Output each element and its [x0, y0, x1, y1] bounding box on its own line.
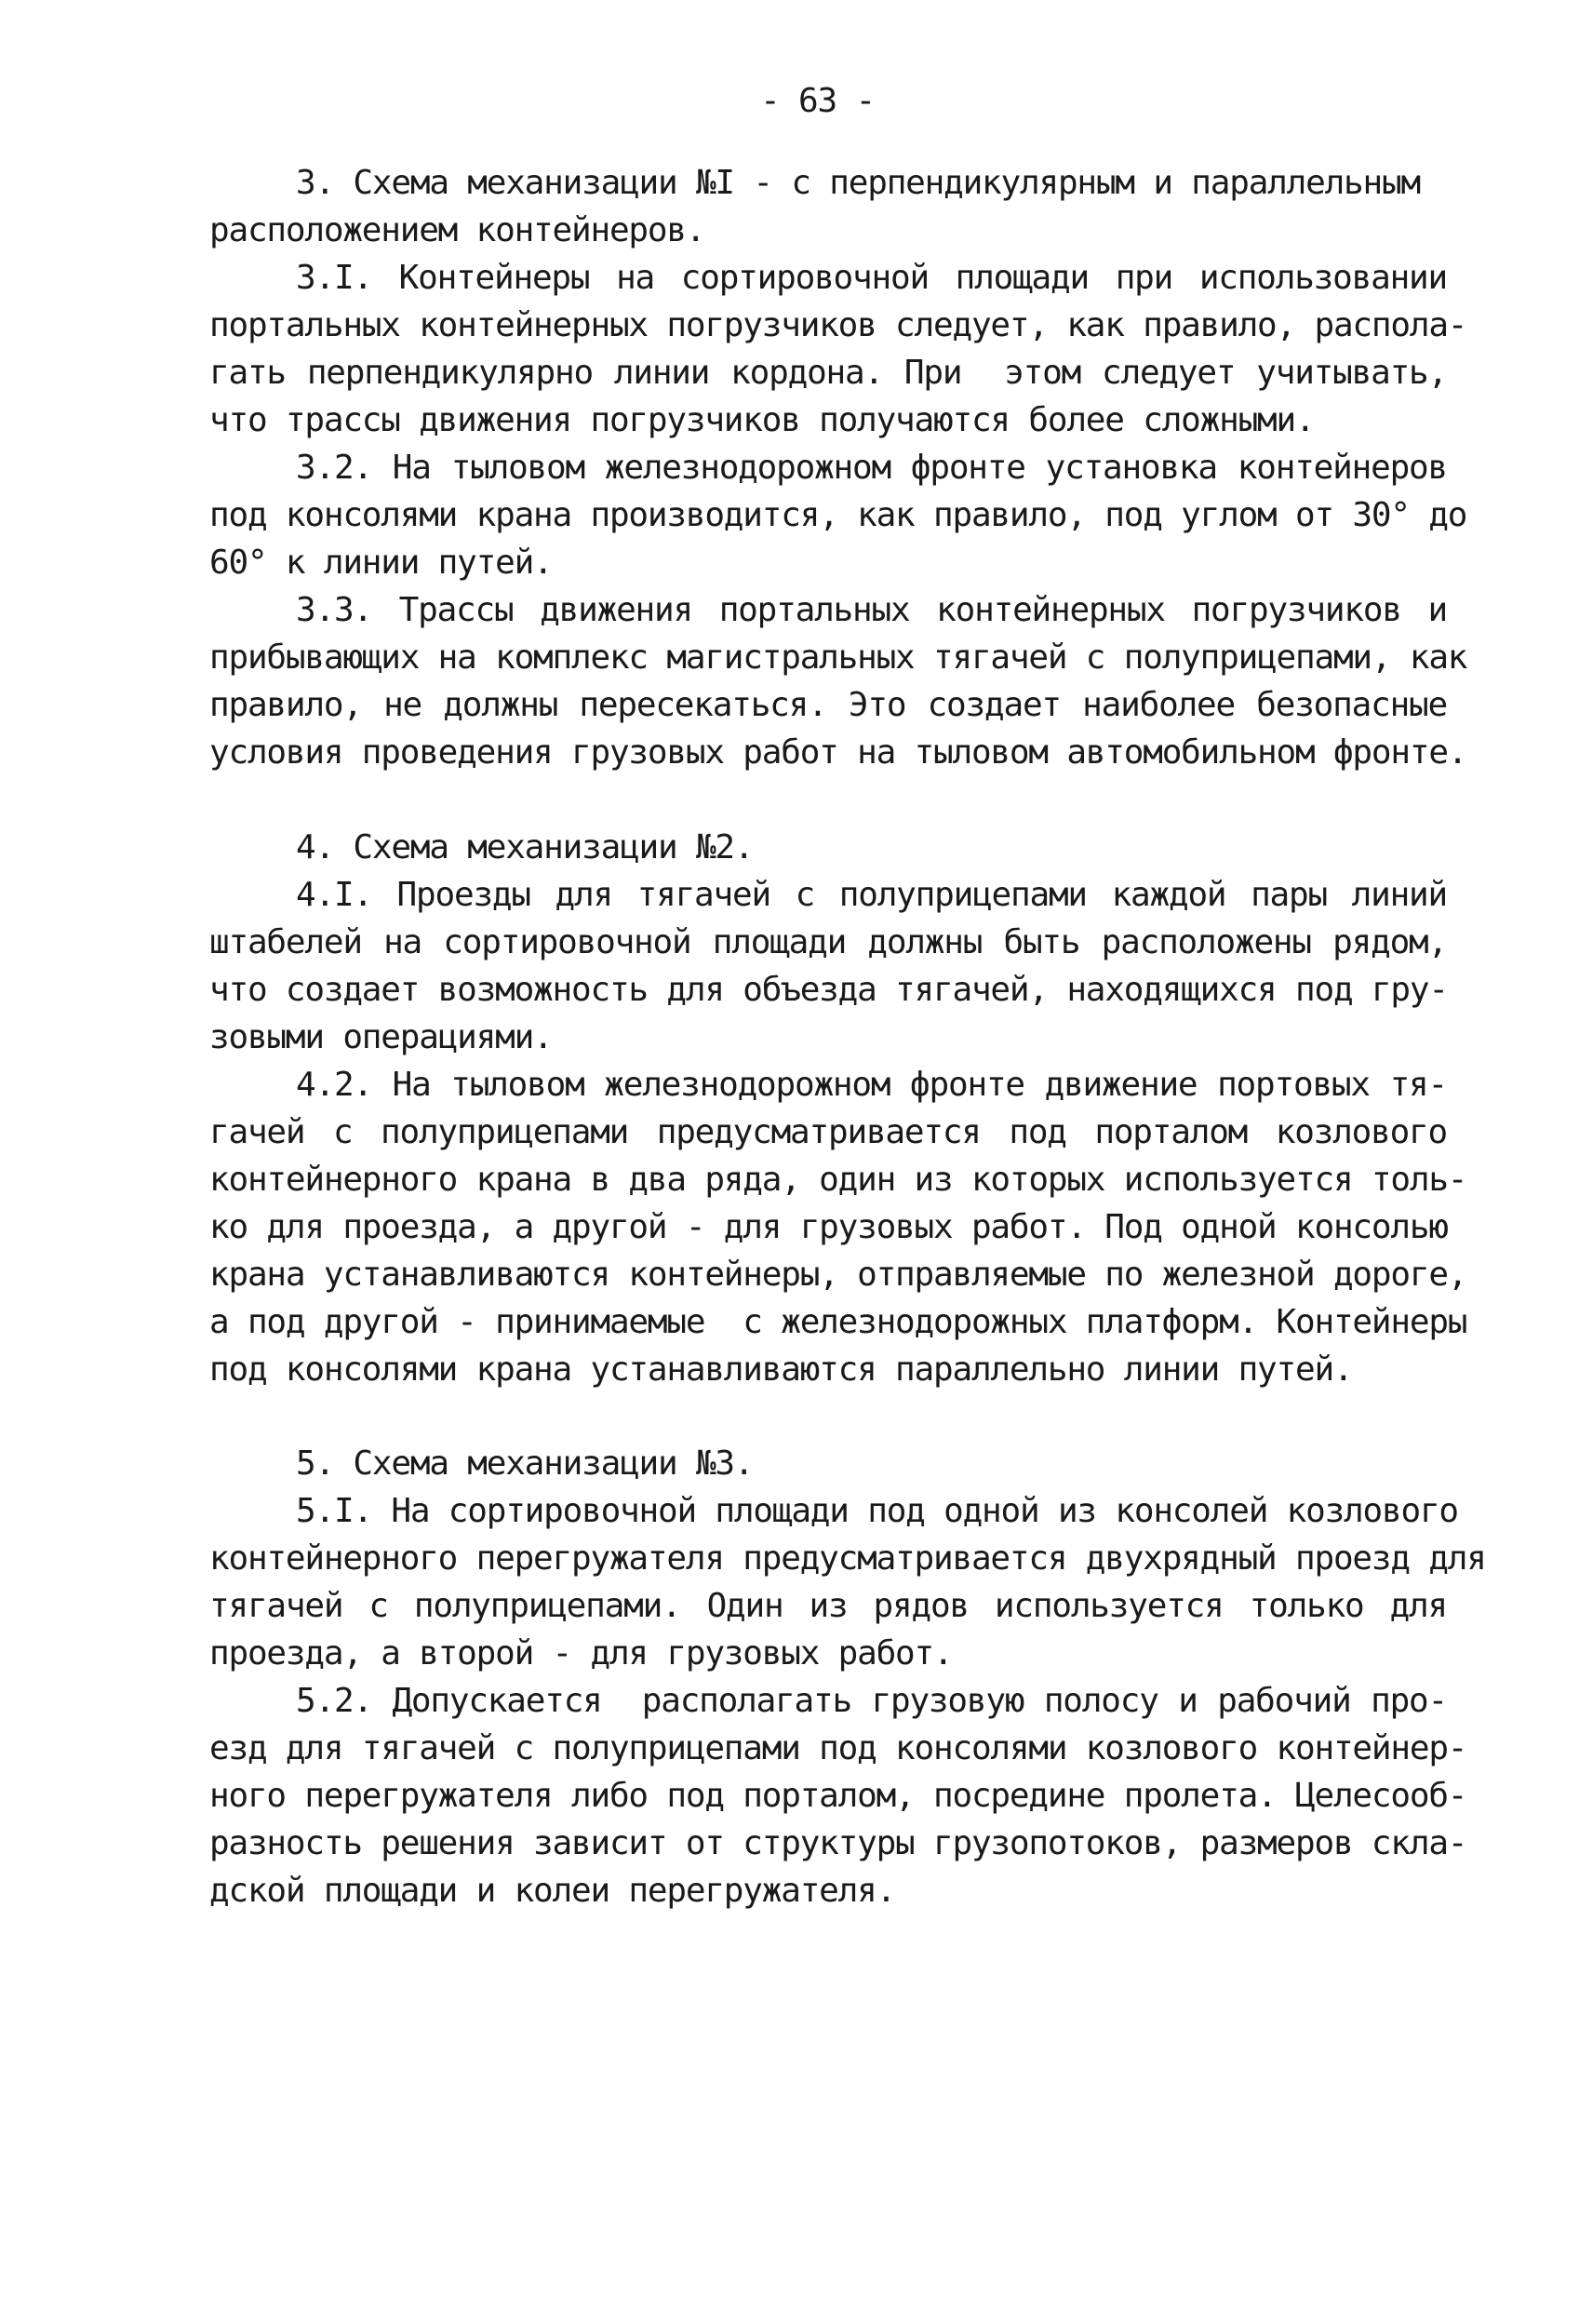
paragraph-4-2-line: гачей с полуприцепами предусматривается под порталом козлового [209, 1113, 1447, 1151]
paragraph-5-2-line: ного перегружателя либо под порталом, посредине пролета. Целесооб- [209, 1777, 1467, 1815]
paragraph-3-1-line: 3.I. Контейнеры на сортировочной площади при использовании [296, 259, 1447, 297]
paragraph-4-2-line: 4.2. На тыловом железнодорожном фронте движение портовых тя- [296, 1066, 1447, 1104]
paragraph-5-2-line: разность решения зависит от структуры грузопотоков, размеров скла- [209, 1824, 1467, 1862]
paragraph-4-1-line: зовыми операциями. [209, 1018, 553, 1056]
paragraph-3-2-line: 60° к линии путей. [209, 544, 553, 582]
section-3-heading-line: расположением контейнеров. [209, 211, 705, 249]
paragraph-3-3-line: условия проведения грузовых работ на тыловом автомобильном фронте. [209, 733, 1467, 772]
section-4-heading: 4. Схема механизации №2. [296, 828, 754, 866]
paragraph-4-1-line: штабелей на сортировочной площади должны быть расположены рядом, [209, 923, 1447, 961]
page-number: - 63 - [760, 82, 875, 120]
paragraph-4-2-line: контейнерного крана в два ряда, один из которых используется толь- [209, 1161, 1467, 1199]
paragraph-4-1-line: что создает возможность для объезда тягачей, находящихся под гру- [209, 971, 1448, 1009]
paragraph-5-1-line: проезда, а второй - для грузовых работ. [209, 1634, 953, 1672]
paragraph-3-1-line: что трассы движения погрузчиков получаются более сложными. [209, 401, 1315, 439]
paragraph-3-3-line: правило, не должны пересекаться. Это создает наиболее безопасные [209, 686, 1447, 724]
paragraph-3-1-line: гать перпендикулярно линии кордона. При этом следует учитывать, [209, 354, 1447, 392]
paragraph-3-3-line: прибывающих на комплекс магистральных тягачей с полуприцепами, как [209, 638, 1467, 677]
paragraph-5-1-line: контейнерного перегружателя предусматривается двухрядный проезд для [209, 1539, 1486, 1578]
paragraph-4-2-line: крана устанавливаются контейнеры, отправляемые по железной дороге, [209, 1256, 1467, 1294]
section-3-heading-line: 3. Схема механизации №I - с перпендикулярным и параллельным [296, 164, 1420, 202]
paragraph-4-2-line: под консолями крана устанавливаются параллельно линии путей. [209, 1350, 1353, 1389]
paragraph-3-3-line: 3.3. Трассы движения портальных контейнерных погрузчиков и [296, 591, 1447, 629]
paragraph-5-2-line: 5.2. Допускается располагать грузовую полосу и рабочий про- [296, 1682, 1447, 1720]
paragraph-5-1-line: 5.I. На сортировочной площади под одной из консолей козлового [296, 1492, 1458, 1530]
paragraph-5-1-line: тягачей с полуприцепами. Один из рядов используется только для [209, 1587, 1447, 1625]
paragraph-4-2-line: а под другой - принимаемые с железнодорожных платформ. Контейнеры [209, 1303, 1467, 1341]
paragraph-4-1-line: 4.I. Проезды для тягачей с полуприцепами каждой пары линий [296, 876, 1447, 914]
paragraph-3-1-line: портальных контейнерных погрузчиков следует, как правило, распола- [209, 306, 1467, 344]
section-5-heading: 5. Схема механизации №3. [296, 1444, 754, 1483]
paragraph-3-2-line: под консолями крана производится, как правило, под углом от 30° до [209, 496, 1467, 534]
paragraph-3-2-line: 3.2. На тыловом железнодорожном фронте установка контейнеров [296, 449, 1447, 487]
paragraph-4-2-line: ко для проезда, а другой - для грузовых работ. Под одной консолью [209, 1208, 1448, 1246]
paragraph-5-2-line: езд для тягачей с полуприцепами под консолями козлового контейнер- [209, 1729, 1467, 1767]
paragraph-5-2-line: дской площади и колеи перегружателя. [209, 1872, 896, 1910]
